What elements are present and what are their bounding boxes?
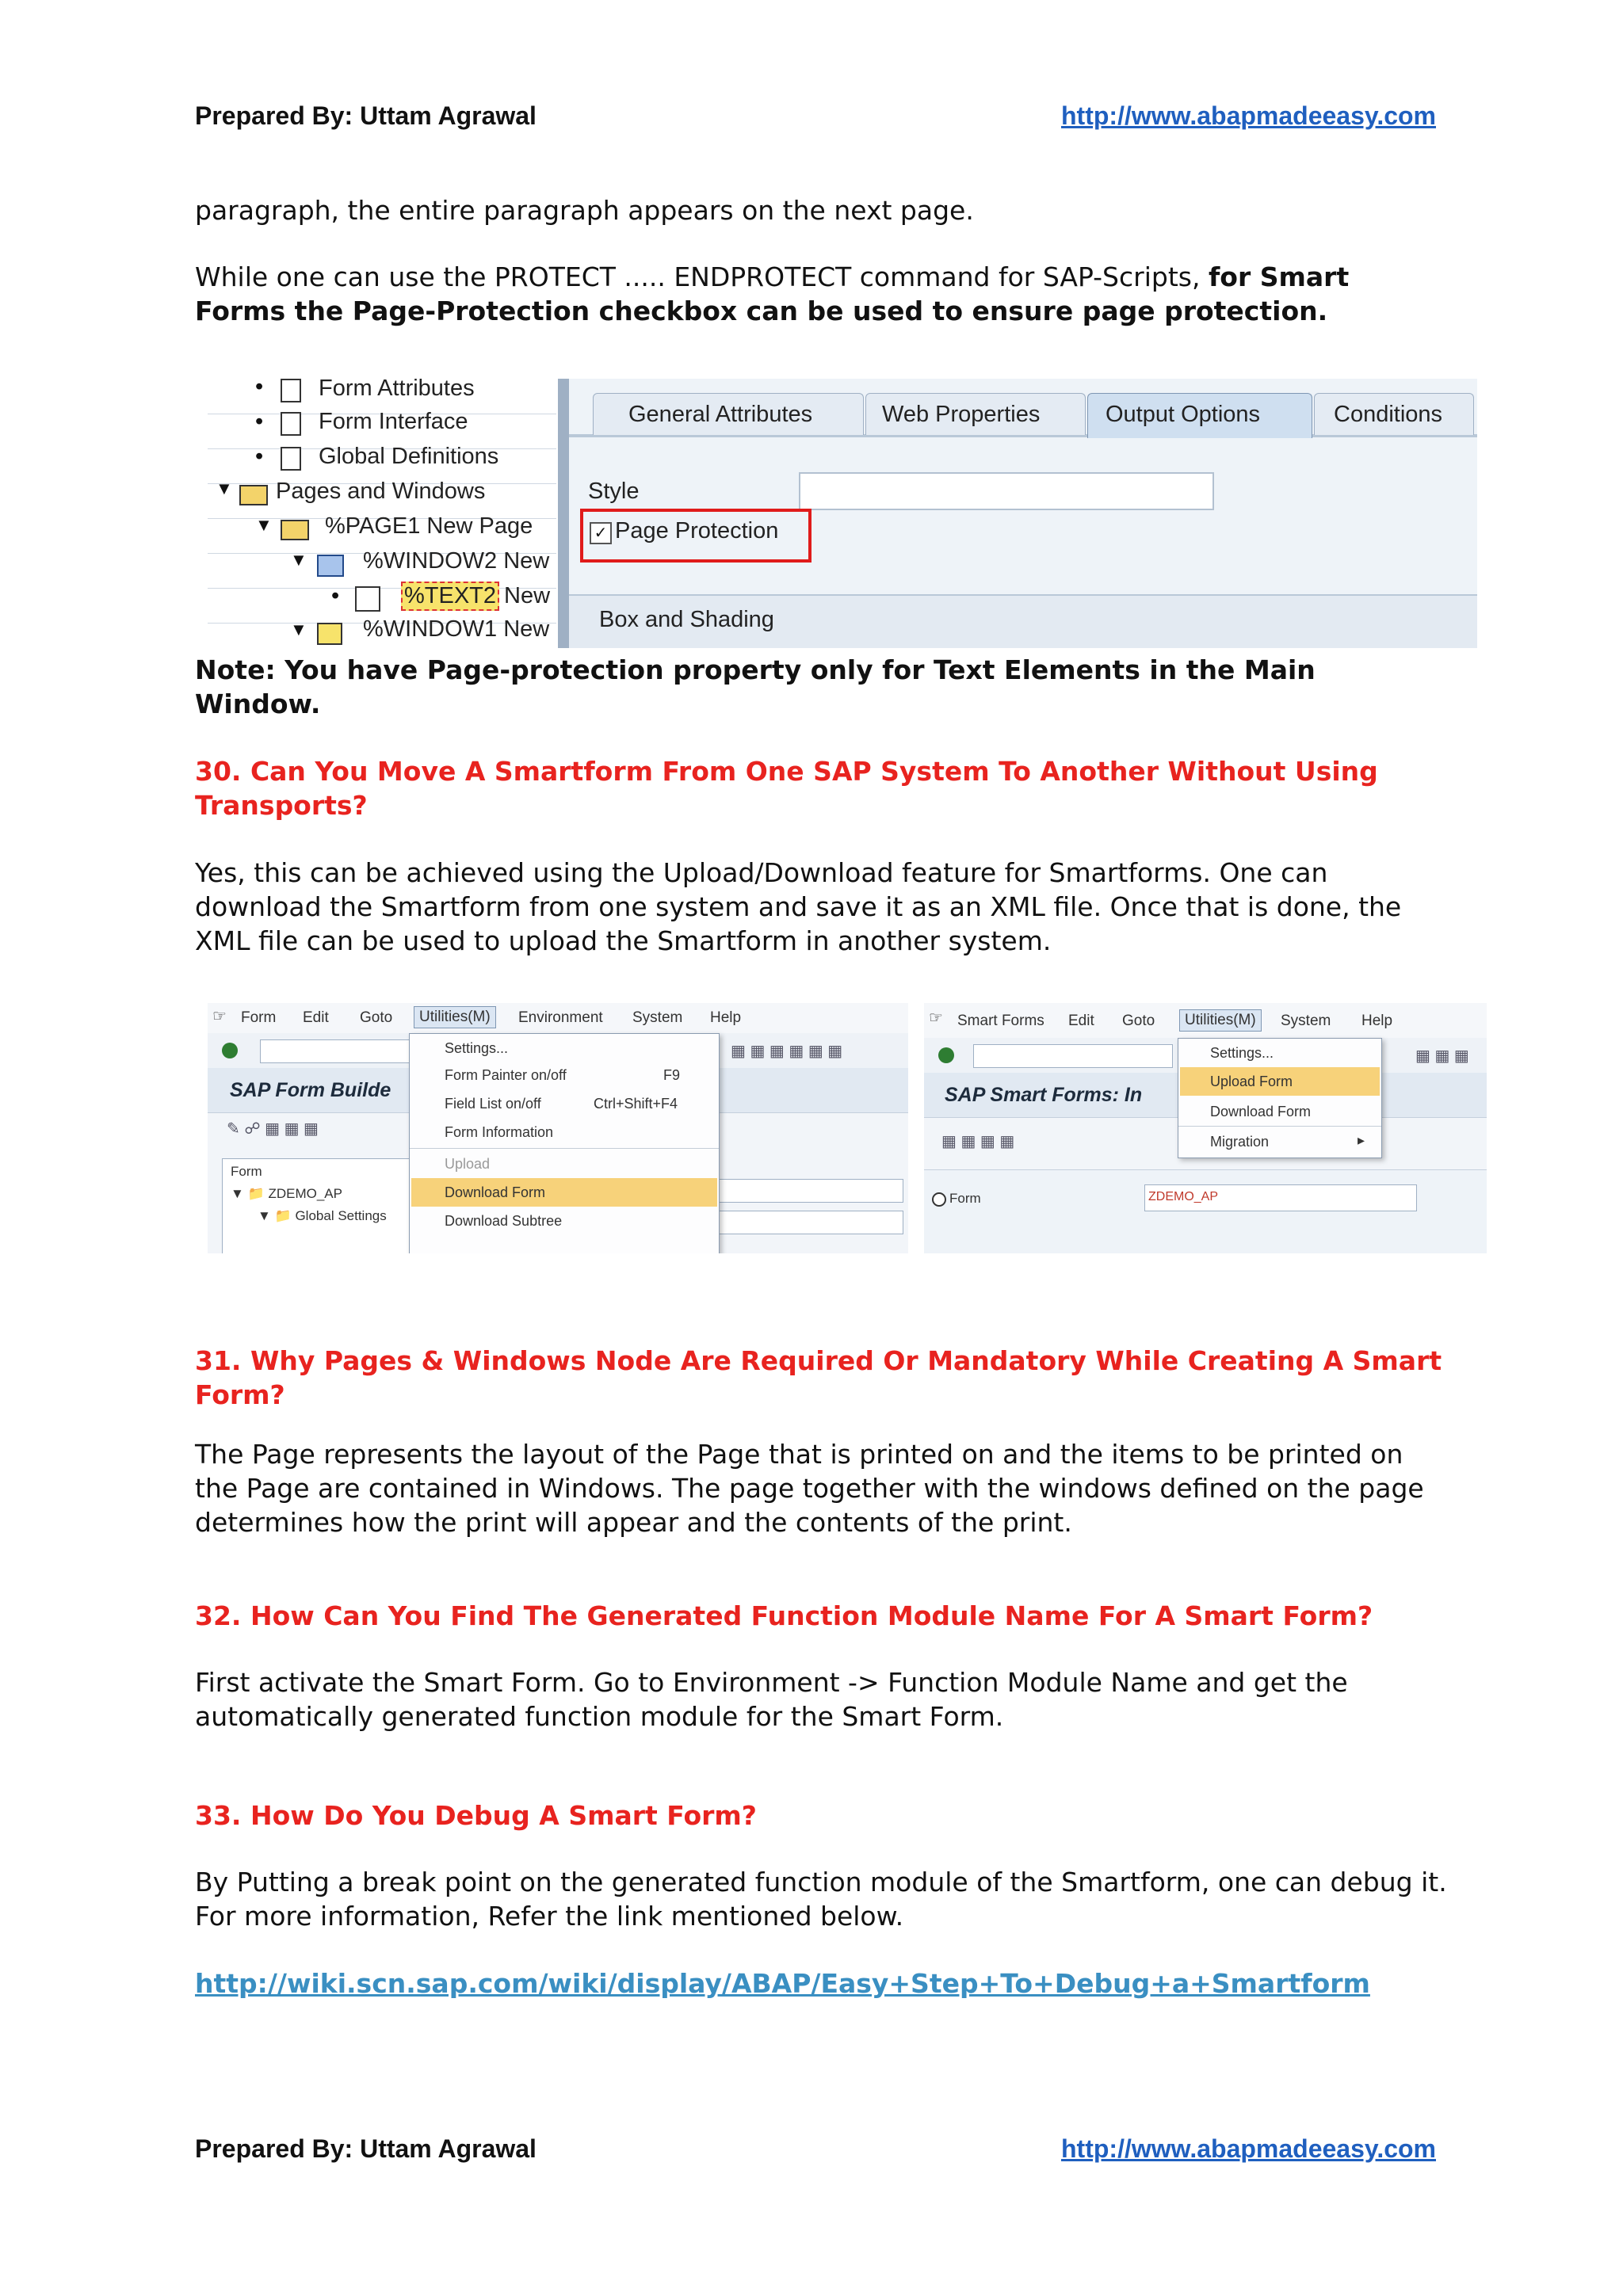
menu-goto-right[interactable]: Goto	[1122, 1013, 1155, 1029]
menu-item-migration[interactable]: Migration ▸	[1210, 1132, 1365, 1150]
left-field-2[interactable]	[699, 1211, 903, 1234]
window-icon	[317, 623, 342, 645]
smart-forms-title: SAP Smart Forms: In	[945, 1084, 1143, 1106]
form-radio[interactable]	[932, 1192, 946, 1207]
document-icon	[281, 412, 301, 436]
tree-item-global-definitions[interactable]: Global Definitions	[319, 444, 499, 469]
menu-item-field-list[interactable]: Field List on/off Ctrl+Shift+F4	[445, 1096, 678, 1112]
toolbar-icons: ▦ ▦ ▦ ▦ ▦ ▦	[731, 1043, 843, 1060]
q33-title: 33. How Do You Debug A Smart Form?	[195, 1800, 757, 1831]
right-selection-area	[924, 1169, 1487, 1253]
menu-goto[interactable]: Goto	[360, 1009, 393, 1026]
menu-system[interactable]: System	[632, 1009, 683, 1026]
enter-icon[interactable]	[938, 1047, 954, 1063]
q33-answer: By Putting a break point on the generated function module of the Smartform, one can debug it. For more information, Refer the link mentioned below.	[195, 1867, 1447, 1932]
note-text: Note: You have Page-protection property only for Text Elements in the Main Window.	[195, 654, 1316, 719]
site-link[interactable]: http://www.abapmadeeasy.com	[1061, 101, 1436, 130]
menu-utilities[interactable]: Utilities(M)	[414, 1006, 496, 1028]
app-toolbar-icons: ✎ ☍ ▦ ▦ ▦	[227, 1120, 319, 1138]
folder-icon	[239, 485, 268, 505]
page-protection-checkbox[interactable]: ✓	[590, 522, 612, 544]
menu-edit-right[interactable]: Edit	[1068, 1013, 1094, 1029]
q31-answer: The Page represents the layout of the Page that is printed on and the items to be printed on the Page are contained in Windows. The page together with the windows defined on the page determines how the print will appear and the contents of the print.	[195, 1439, 1424, 1538]
debug-smartform-link[interactable]: http://wiki.scn.sap.com/wiki/display/ABAP/Easy+Step+To+Debug+a+Smartform	[195, 1968, 1370, 1999]
submenu-arrow-icon: ▸	[1358, 1132, 1365, 1148]
page-header	[195, 101, 1436, 131]
q32-title: 32. How Can You Find The Generated Function Module Name For A Smart Form?	[195, 1600, 1373, 1631]
tree-item-form-attributes[interactable]: Form Attributes	[319, 379, 475, 401]
left-menubar: ☞ Form Edit Goto Utilities(M) Environment System Help	[208, 1003, 908, 1034]
menu-system-right[interactable]: System	[1281, 1013, 1331, 1029]
menu-item-settings[interactable]: Settings...	[445, 1040, 509, 1056]
menu-item-settings-right[interactable]: Settings...	[1210, 1045, 1274, 1061]
page-protection-label: Page Protection	[615, 518, 779, 543]
menu-form[interactable]: Form	[241, 1009, 277, 1026]
tab-output-options[interactable]: Output Options	[1087, 393, 1312, 438]
tree-item-text2[interactable]: %TEXT2	[401, 582, 499, 611]
enter-icon[interactable]	[222, 1043, 238, 1058]
screenshot-page-protection	[208, 379, 1477, 648]
tree-item-global-settings[interactable]: ▼ 📁 Global Settings	[258, 1208, 387, 1223]
attributes-panel	[569, 379, 1477, 648]
menu-item-download-form-right[interactable]: Download Form	[1210, 1104, 1312, 1119]
page-footer	[195, 2134, 1436, 2164]
left-tree-panel	[222, 1158, 431, 1253]
menu-smart-forms[interactable]: Smart Forms	[957, 1013, 1044, 1029]
right-app-toolbar-icons: ▦ ▦ ▦ ▦	[941, 1133, 1015, 1150]
utilities-dropdown-left	[409, 1033, 720, 1253]
q32-answer: First activate the Smart Form. Go to Environment -> Function Module Name and get the automatically generated function module for the Smart Form.	[195, 1667, 1348, 1732]
menu-utilities-right[interactable]: Utilities(M)	[1179, 1009, 1262, 1032]
menu-item-form-information[interactable]: Form Information	[445, 1124, 554, 1140]
form-radio-label: Form	[949, 1191, 981, 1206]
paragraph-continued: paragraph, the entire paragraph appears on the next page.	[195, 195, 974, 226]
tree-item-zdemo[interactable]: ▼ 📁 ZDEMO_AP	[231, 1186, 342, 1201]
tree-item-pages-windows[interactable]: Pages and Windows	[276, 479, 486, 504]
footer-prepared-by: Prepared By: Uttam Agrawal	[195, 2134, 537, 2163]
menu-help-right[interactable]: Help	[1361, 1013, 1393, 1029]
q31-title: 31. Why Pages & Windows Node Are Required Or Mandatory While Creating A Smart Form?	[195, 1345, 1442, 1410]
window-icon	[317, 555, 344, 577]
smart-forms-window	[924, 1003, 1487, 1253]
menu-environment[interactable]: Environment	[518, 1009, 603, 1026]
menu-help[interactable]: Help	[710, 1009, 742, 1026]
menu-item-upload-form[interactable]: Upload Form	[1180, 1067, 1380, 1096]
menu-item-upload[interactable]: Upload	[445, 1156, 491, 1172]
folder-icon	[281, 520, 309, 540]
screenshot-upload-download	[208, 1003, 1487, 1253]
text-edit-icon	[355, 586, 380, 612]
right-command-field[interactable]	[973, 1044, 1173, 1068]
style-label: Style	[588, 479, 640, 504]
tab-web-properties[interactable]: Web Properties	[865, 393, 1086, 435]
paragraph-protect-text: While one can use the PROTECT ..... ENDPROTECT command for SAP-Scripts,	[195, 261, 1209, 292]
form-name-input[interactable]: ZDEMO_AP	[1144, 1184, 1417, 1211]
tree-item-text2-desc: New	[504, 583, 551, 608]
menu-item-download-form[interactable]: Download Form	[411, 1178, 717, 1207]
right-toolbar-icons: ▦ ▦ ▦	[1415, 1047, 1469, 1065]
q30-title: 30. Can You Move A Smartform From One SAP System To Another Without Using Transports?	[195, 756, 1378, 821]
form-builder-title: SAP Form Builde	[230, 1079, 391, 1101]
document-icon	[281, 447, 301, 471]
box-shading-section: Box and Shading	[569, 594, 1477, 648]
tree-panel: • Form Attributes • Form Interface • Global Definitions ▼ Pages and Windows ▼ %PAGE1 New Page ▼ %WINDOW2 New • %TEXT2 New ▼ %WINDOW1 New	[208, 379, 558, 648]
footer-site-link[interactable]: http://www.abapmadeeasy.com	[1061, 2134, 1436, 2163]
tab-conditions[interactable]: Conditions	[1314, 393, 1474, 435]
left-field-1[interactable]	[699, 1179, 903, 1203]
tree-item-page1[interactable]: %PAGE1 New Page	[325, 513, 533, 539]
right-menubar: ☞ Smart Forms Edit Goto Utilities(M) System Help	[924, 1003, 1487, 1039]
tree-item-form-interface[interactable]: Form Interface	[319, 409, 468, 434]
paragraph-protect	[195, 260, 1447, 328]
tab-general-attributes[interactable]: General Attributes	[593, 393, 864, 435]
document-icon	[281, 379, 301, 402]
menu-edit[interactable]: Edit	[303, 1009, 329, 1026]
menu-item-download-subtree[interactable]: Download Subtree	[445, 1213, 563, 1229]
tree-item-window2[interactable]: %WINDOW2 New	[363, 548, 550, 574]
menu-item-form-painter[interactable]: Form Painter on/off F9	[445, 1067, 681, 1083]
q30-answer: Yes, this can be achieved using the Upload/Download feature for Smartforms. One can download the Smartform from one system and save it as an XML file. Once that is done, the XML file can be used to upload the Smartform in another system.	[195, 857, 1402, 956]
tree-header-form: Form	[231, 1164, 262, 1179]
tree-item-window1[interactable]: %WINDOW1 New	[363, 616, 550, 642]
form-builder-window	[208, 1003, 908, 1253]
prepared-by: Prepared By: Uttam Agrawal	[195, 101, 537, 130]
paragraph-protect-bold: for Smart Forms the Page-Protection checkbox can be used to ensure page protection.	[195, 261, 1350, 326]
splitter[interactable]	[558, 379, 569, 648]
utilities-dropdown-right	[1178, 1038, 1382, 1158]
style-input[interactable]	[799, 472, 1214, 510]
